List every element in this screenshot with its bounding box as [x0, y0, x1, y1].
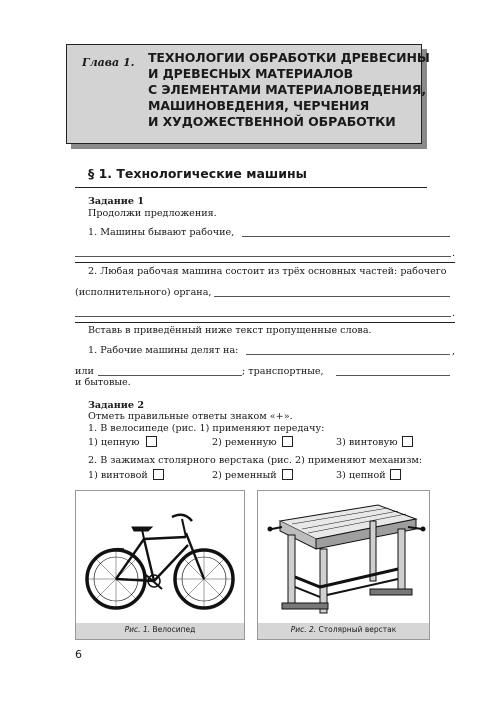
figure-caption-text: Столярный верстак — [318, 625, 397, 634]
answer-line[interactable] — [75, 316, 451, 317]
task2-q2: 2. В зажимах столярного верстака (рис. 2) применяют механизм: — [88, 455, 423, 466]
task1-item1: 1. Машины бывают рабочие, — [88, 227, 235, 238]
workbench-illustration — [258, 491, 429, 623]
fill-household: и бытовые. — [75, 377, 131, 388]
fill-transport: ; транспортные, — [242, 366, 324, 377]
figure-caption — [76, 623, 244, 639]
answer-line[interactable] — [214, 296, 450, 297]
fill-line1: 1. Рабочие машины делят на: — [88, 345, 239, 356]
task1-item2-line2: (исполнительного) органа, — [75, 287, 212, 298]
figure-bicycle — [75, 490, 245, 640]
chapter-title-line: С ЭЛЕМЕНТАМИ МАТЕРИАЛОВЕДЕНИЯ, — [148, 82, 427, 97]
chapter-title-line: МАШИНОВЕДЕНИЯ, ЧЕРЧЕНИЯ — [148, 98, 370, 113]
q1-option2-checkbox[interactable] — [282, 436, 293, 447]
chapter-title-line: ТЕХНОЛОГИИ ОБРАБОТКИ ДРЕВЕСИНЫ — [148, 50, 430, 65]
figure-caption — [258, 623, 429, 639]
task2-q1: 1. В велосипеде (рис. 1) применяют передачу: — [88, 423, 325, 434]
answer-line[interactable] — [98, 375, 242, 376]
answer-line[interactable] — [246, 354, 450, 355]
period: . — [452, 308, 456, 319]
q1-option-label: 2) ременную — [212, 437, 277, 448]
figure-caption-text: Велосипед — [152, 625, 196, 634]
task2-instruction: Отметь правильные ответы знаком «+». — [88, 411, 293, 422]
chapter-title — [148, 50, 430, 130]
fill-or: или — [75, 366, 94, 377]
section-title: § 1. Технологические машины — [88, 166, 307, 181]
page-number: 6 — [75, 648, 82, 661]
q2-option2-checkbox[interactable] — [282, 469, 293, 480]
q2-option3-checkbox[interactable] — [390, 469, 401, 480]
chapter-title-line: И ДРЕВЕСНЫХ МАТЕРИАЛОВ — [148, 66, 354, 81]
answer-line[interactable] — [242, 236, 450, 237]
q1-option1-checkbox[interactable] — [146, 436, 157, 447]
q1-option-label: 3) винтовую — [336, 437, 398, 448]
task2-heading: Задание 2 — [88, 400, 145, 411]
q2-option-label: 1) винтовой — [88, 470, 148, 481]
q2-option-label: 2) ременный — [212, 470, 277, 481]
period: . — [452, 248, 456, 259]
comma: , — [452, 346, 456, 357]
divider — [75, 262, 455, 263]
section-rule — [75, 187, 427, 188]
answer-line[interactable] — [336, 375, 450, 376]
figure-workbench — [257, 490, 430, 640]
task1-instruction: Продолжи предложения. — [88, 208, 217, 219]
divider — [75, 322, 455, 323]
chapter-label: Глава 1. — [82, 56, 135, 69]
q2-option-label: 3) цепной — [336, 470, 386, 481]
answer-line[interactable] — [75, 256, 451, 257]
q1-option-label: 1) цепную — [88, 437, 140, 448]
q2-option1-checkbox[interactable] — [153, 469, 164, 480]
task1-item2-line1: 2. Любая рабочая машина состоит из трёх основных частей: рабочего — [88, 266, 447, 277]
q1-option3-checkbox[interactable] — [402, 436, 413, 447]
fill-instruction: Вставь в приведённый ниже текст пропущенные слова. — [88, 325, 372, 336]
figure-number: Рис. 2. — [290, 625, 317, 634]
chapter-title-line: И ХУДОЖЕСТВЕННОЙ ОБРАБОТКИ — [148, 114, 396, 129]
bicycle-illustration — [76, 491, 244, 623]
figure-number: Рис. 1. — [124, 625, 151, 634]
task1-heading: Задание 1 — [88, 196, 145, 207]
